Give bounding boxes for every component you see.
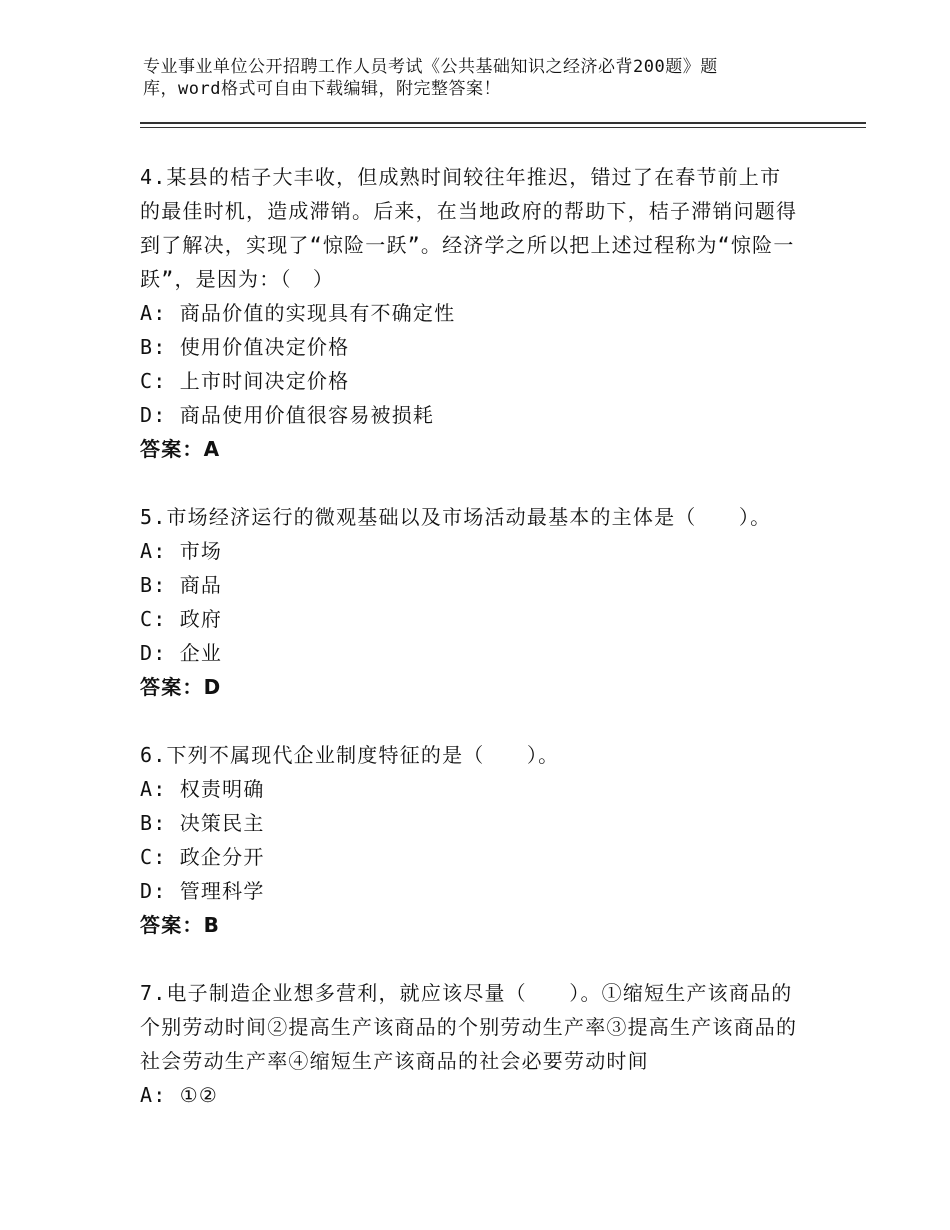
answer-label: 答案：B [140,913,221,937]
option-b: B: 商品 [140,573,223,597]
option-c: C: 政府 [140,607,223,631]
option-b: B: 使用价值决定价格 [140,335,350,359]
option-a: A: ①② [140,1083,218,1107]
option-d: D: 企业 [140,641,223,665]
header-divider-thick [140,122,866,124]
question-item [140,976,800,1112]
option-a: A: 市场 [140,539,223,563]
answer-label: 答案：A [140,437,221,461]
question-stem: 5.市场经济运行的微观基础以及市场活动最基本的主体是（ ）。 [140,505,772,529]
document-header [143,56,783,100]
question-item [140,738,800,942]
question-list [140,160,800,1146]
question-item [140,500,800,704]
option-a: A: 权责明确 [140,777,265,801]
option-b: B: 决策民主 [140,811,265,835]
option-c: C: 政企分开 [140,845,265,869]
option-a: A: 商品价值的实现具有不确定性 [140,301,456,325]
question-stem: 7.电子制造企业想多营利，就应该尽量（ ）。①缩短生产该商品的个别劳动时间②提高生产该商品的个别劳动生产率③提高生产该商品的社会劳动生产率④缩短生产该商品的社会必要劳动时间 [140,981,798,1073]
question-stem: 4.某县的桔子大丰收，但成熟时间较往年推迟，错过了在春节前上市的最佳时机，造成滞销。后来，在当地政府的帮助下，桔子滞销问题得到了解决，实现了“惊险一跃”。经济学之所以把上述过程称为“惊险一跃”，是因为：（ ） [140,165,798,291]
header-title-line-1: 专业事业单位公开招聘工作人员考试《公共基础知识之经济必背200题》题 [143,57,718,77]
option-d: D: 商品使用价值很容易被损耗 [140,403,435,427]
option-c: C: 上市时间决定价格 [140,369,350,393]
option-d: D: 管理科学 [140,879,265,903]
question-stem: 6.下列不属现代企业制度特征的是（ ）。 [140,743,560,767]
answer-label: 答案：D [140,675,222,699]
header-title-line-2: 库，word格式可自由下载编辑，附完整答案！ [143,79,501,99]
header-divider-thin [140,127,866,128]
question-item [140,160,800,466]
